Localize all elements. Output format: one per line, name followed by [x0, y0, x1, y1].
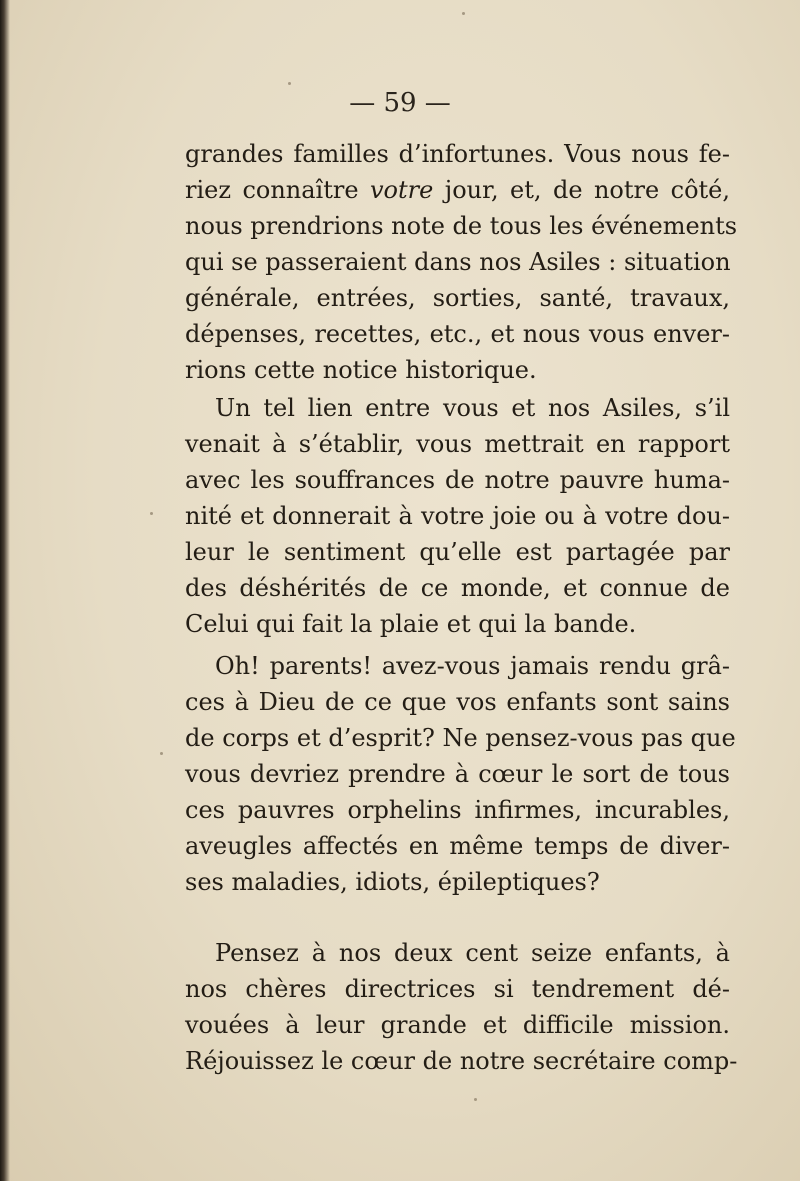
text-line: Pensez à nos deux cent seize enfants, à: [215, 939, 730, 967]
paper-speck: [160, 752, 163, 755]
text-line: Celui qui fait la plaie et qui la bande.: [185, 610, 637, 638]
text-line: Oh! parents! avez-vous jamais rendu grâ-: [215, 652, 730, 680]
text-line: venait à s’établir, vous mettrait en rapport: [185, 430, 730, 458]
text-line: aveugles affectés en même temps de diver-: [185, 832, 730, 860]
paper-speck: [462, 12, 465, 15]
paragraph-2: [185, 390, 730, 642]
text-line: dépenses, recettes, etc., et nous vous enver-: [185, 320, 730, 348]
text-line: vous devriez prendre à cœur le sort de tous: [185, 760, 730, 788]
paragraph-4: [185, 935, 738, 1079]
paper-speck: [288, 82, 291, 85]
page-number: — 59 —: [349, 88, 451, 118]
text-line: nité et donnerait à votre joie ou à votre dou-: [185, 502, 730, 530]
paper-speck: [150, 512, 153, 515]
text-line: nous prendrions note de tous les événements: [185, 212, 738, 240]
text-line: qui se passeraient dans nos Asiles : situation: [185, 248, 731, 276]
paragraph-1: [185, 136, 738, 388]
emphasized-word: votre: [370, 176, 434, 204]
text-line: ses maladies, idiots, épileptiques?: [185, 868, 600, 896]
text-line: vouées à leur grande et difficile mission.: [185, 1011, 730, 1039]
text-line: ces à Dieu de ce que vos enfants sont sains: [185, 688, 730, 716]
paper-speck: [474, 1098, 477, 1101]
text-line: grandes familles d’infortunes. Vous nous fe-: [185, 140, 730, 168]
text-line: de corps et d’esprit? Ne pensez-vous pas que: [185, 724, 736, 752]
text-line: rions cette notice historique.: [185, 356, 537, 384]
text-line: ces pauvres orphelins infirmes, incurables,: [185, 796, 730, 824]
text-line: avec les souffrances de notre pauvre huma-: [185, 466, 730, 494]
text-line: des déshérités de ce monde, et connue de: [185, 574, 730, 602]
text-line: générale, entrées, sorties, santé, travaux,: [185, 284, 730, 312]
paragraph-3: [185, 648, 736, 900]
text-line: leur le sentiment qu’elle est partagée par: [185, 538, 730, 566]
text-line: Réjouissez le cœur de notre secrétaire comp-: [185, 1047, 738, 1075]
text-line: nos chères directrices si tendrement dé-: [185, 975, 730, 1003]
text-line: Un tel lien entre vous et nos Asiles, s’il: [215, 394, 730, 422]
text-line: riez connaître votre jour, et, de notre côté,: [185, 176, 730, 204]
